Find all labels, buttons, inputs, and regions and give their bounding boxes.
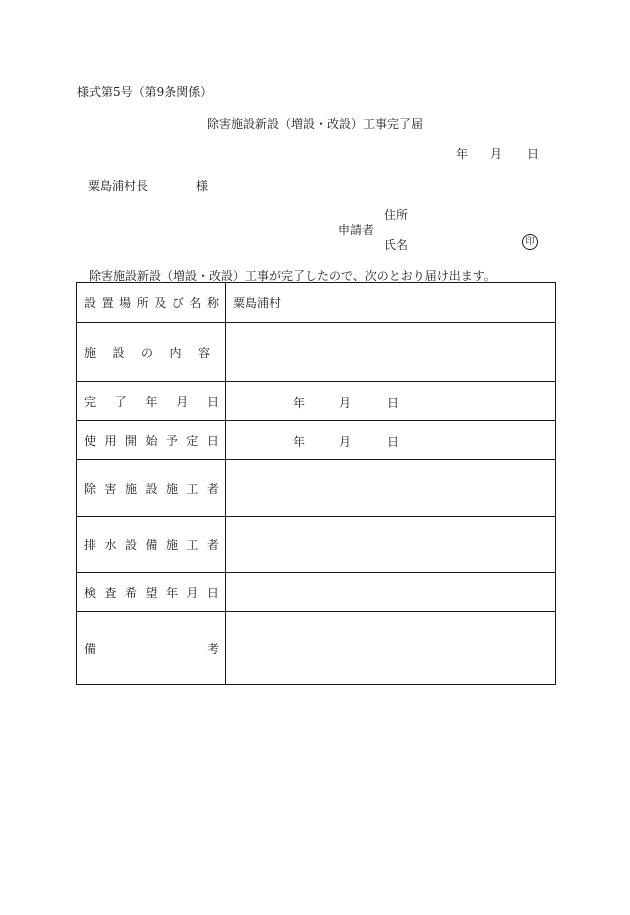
addressee-honorific: 様 xyxy=(196,179,209,193)
row-inspection-date xyxy=(77,573,556,612)
label-char: 予 xyxy=(165,433,178,448)
form-title: 除害施設新設（増設・改設）工事完了届 xyxy=(206,117,423,131)
row-completion-date xyxy=(77,382,556,421)
form-number: 様式第5号（第9条関係） xyxy=(77,85,213,99)
label-char: 施 xyxy=(165,538,178,552)
label-char: 施 xyxy=(84,345,97,360)
label-char: 査 xyxy=(104,585,117,600)
row-abatement-contractor xyxy=(77,460,556,517)
value-facility-content[interactable] xyxy=(226,323,556,382)
label-char: 害 xyxy=(104,481,117,496)
row-drainage-contractor xyxy=(77,517,556,573)
label-char: 用 xyxy=(104,433,117,448)
label-abatement-contractor xyxy=(77,460,226,517)
label-char: 備 xyxy=(145,538,158,552)
label-char: 及 xyxy=(154,296,167,310)
submission-date-day: 日 xyxy=(527,147,540,161)
label-char: 設 xyxy=(112,345,125,360)
label-char: 名 xyxy=(189,296,202,310)
label-char: 所 xyxy=(136,296,149,310)
label-inspection-date xyxy=(77,573,226,612)
completion-day-label: 日 xyxy=(387,396,400,410)
label-char: 日 xyxy=(206,433,219,448)
label-facility-content xyxy=(77,323,226,382)
row-location xyxy=(77,283,556,323)
label-char: 工 xyxy=(186,481,199,496)
form-table xyxy=(76,282,556,685)
label-char: 施 xyxy=(165,481,178,496)
value-abatement-contractor[interactable] xyxy=(226,460,556,517)
label-char: 者 xyxy=(206,481,219,496)
label-char: 希 xyxy=(124,585,137,600)
seal-mark: 印 xyxy=(522,234,538,250)
label-char: 除 xyxy=(84,481,97,496)
label-char: 内 xyxy=(169,345,182,360)
label-char: 望 xyxy=(145,585,158,600)
label-char: 工 xyxy=(186,538,199,552)
label-char: 完 xyxy=(84,394,97,409)
label-char: の xyxy=(140,345,153,360)
completion-year-label: 年 xyxy=(293,396,306,410)
label-start-date xyxy=(77,421,226,460)
applicant-label: 申請者 xyxy=(338,223,375,237)
label-char: 排 xyxy=(84,538,97,552)
label-char: 年 xyxy=(165,585,178,600)
label-char: 日 xyxy=(206,585,219,600)
address-label: 住所 xyxy=(384,208,409,222)
label-char: 場 xyxy=(119,296,132,310)
label-char: 始 xyxy=(145,433,158,448)
name-label: 氏名 xyxy=(384,238,409,252)
label-completion-date xyxy=(77,382,226,421)
value-inspection-date[interactable] xyxy=(226,573,556,612)
value-location[interactable]: 粟島浦村 xyxy=(226,283,556,323)
label-char: 称 xyxy=(206,296,219,310)
intro-statement: 除害施設新設（増設・改設）工事が完了したので、次のとおり届け出ます。 xyxy=(89,269,496,283)
label-char: 置 xyxy=(101,296,114,310)
label-char: 設 xyxy=(124,538,137,552)
submission-date-year: 年 xyxy=(456,147,469,161)
row-facility-content xyxy=(77,323,556,382)
label-char: 考 xyxy=(206,641,219,656)
start-day-label: 日 xyxy=(387,435,400,449)
label-char: 者 xyxy=(206,538,219,552)
label-char: 施 xyxy=(124,481,137,496)
completion-month-label: 月 xyxy=(339,396,352,410)
value-drainage-contractor[interactable] xyxy=(226,517,556,573)
label-char: 設 xyxy=(84,296,97,310)
row-start-date xyxy=(77,421,556,460)
label-char: 月 xyxy=(186,585,199,600)
label-char: 年 xyxy=(145,394,158,409)
label-char: 定 xyxy=(186,433,199,448)
row-remarks xyxy=(77,612,556,685)
value-remarks[interactable] xyxy=(226,612,556,685)
label-char: 開 xyxy=(124,433,137,448)
label-char: 使 xyxy=(84,433,97,448)
label-remarks xyxy=(77,612,226,685)
label-char: 備 xyxy=(84,641,97,656)
start-year-label: 年 xyxy=(293,435,306,449)
label-char: 検 xyxy=(84,585,97,600)
label-char: 月 xyxy=(176,394,189,409)
submission-date-month: 月 xyxy=(490,147,503,161)
label-char: 水 xyxy=(104,538,117,552)
label-char: 了 xyxy=(114,394,127,409)
label-char: 容 xyxy=(197,345,210,360)
label-char: び xyxy=(171,296,184,310)
start-month-label: 月 xyxy=(339,435,352,449)
value-completion-date[interactable] xyxy=(226,382,556,421)
label-char: 設 xyxy=(145,481,158,496)
value-start-date[interactable] xyxy=(226,421,556,460)
label-drainage-contractor xyxy=(77,517,226,573)
addressee-name: 粟島浦村長 xyxy=(88,179,149,193)
label-location xyxy=(77,283,226,323)
label-char: 日 xyxy=(206,394,219,409)
